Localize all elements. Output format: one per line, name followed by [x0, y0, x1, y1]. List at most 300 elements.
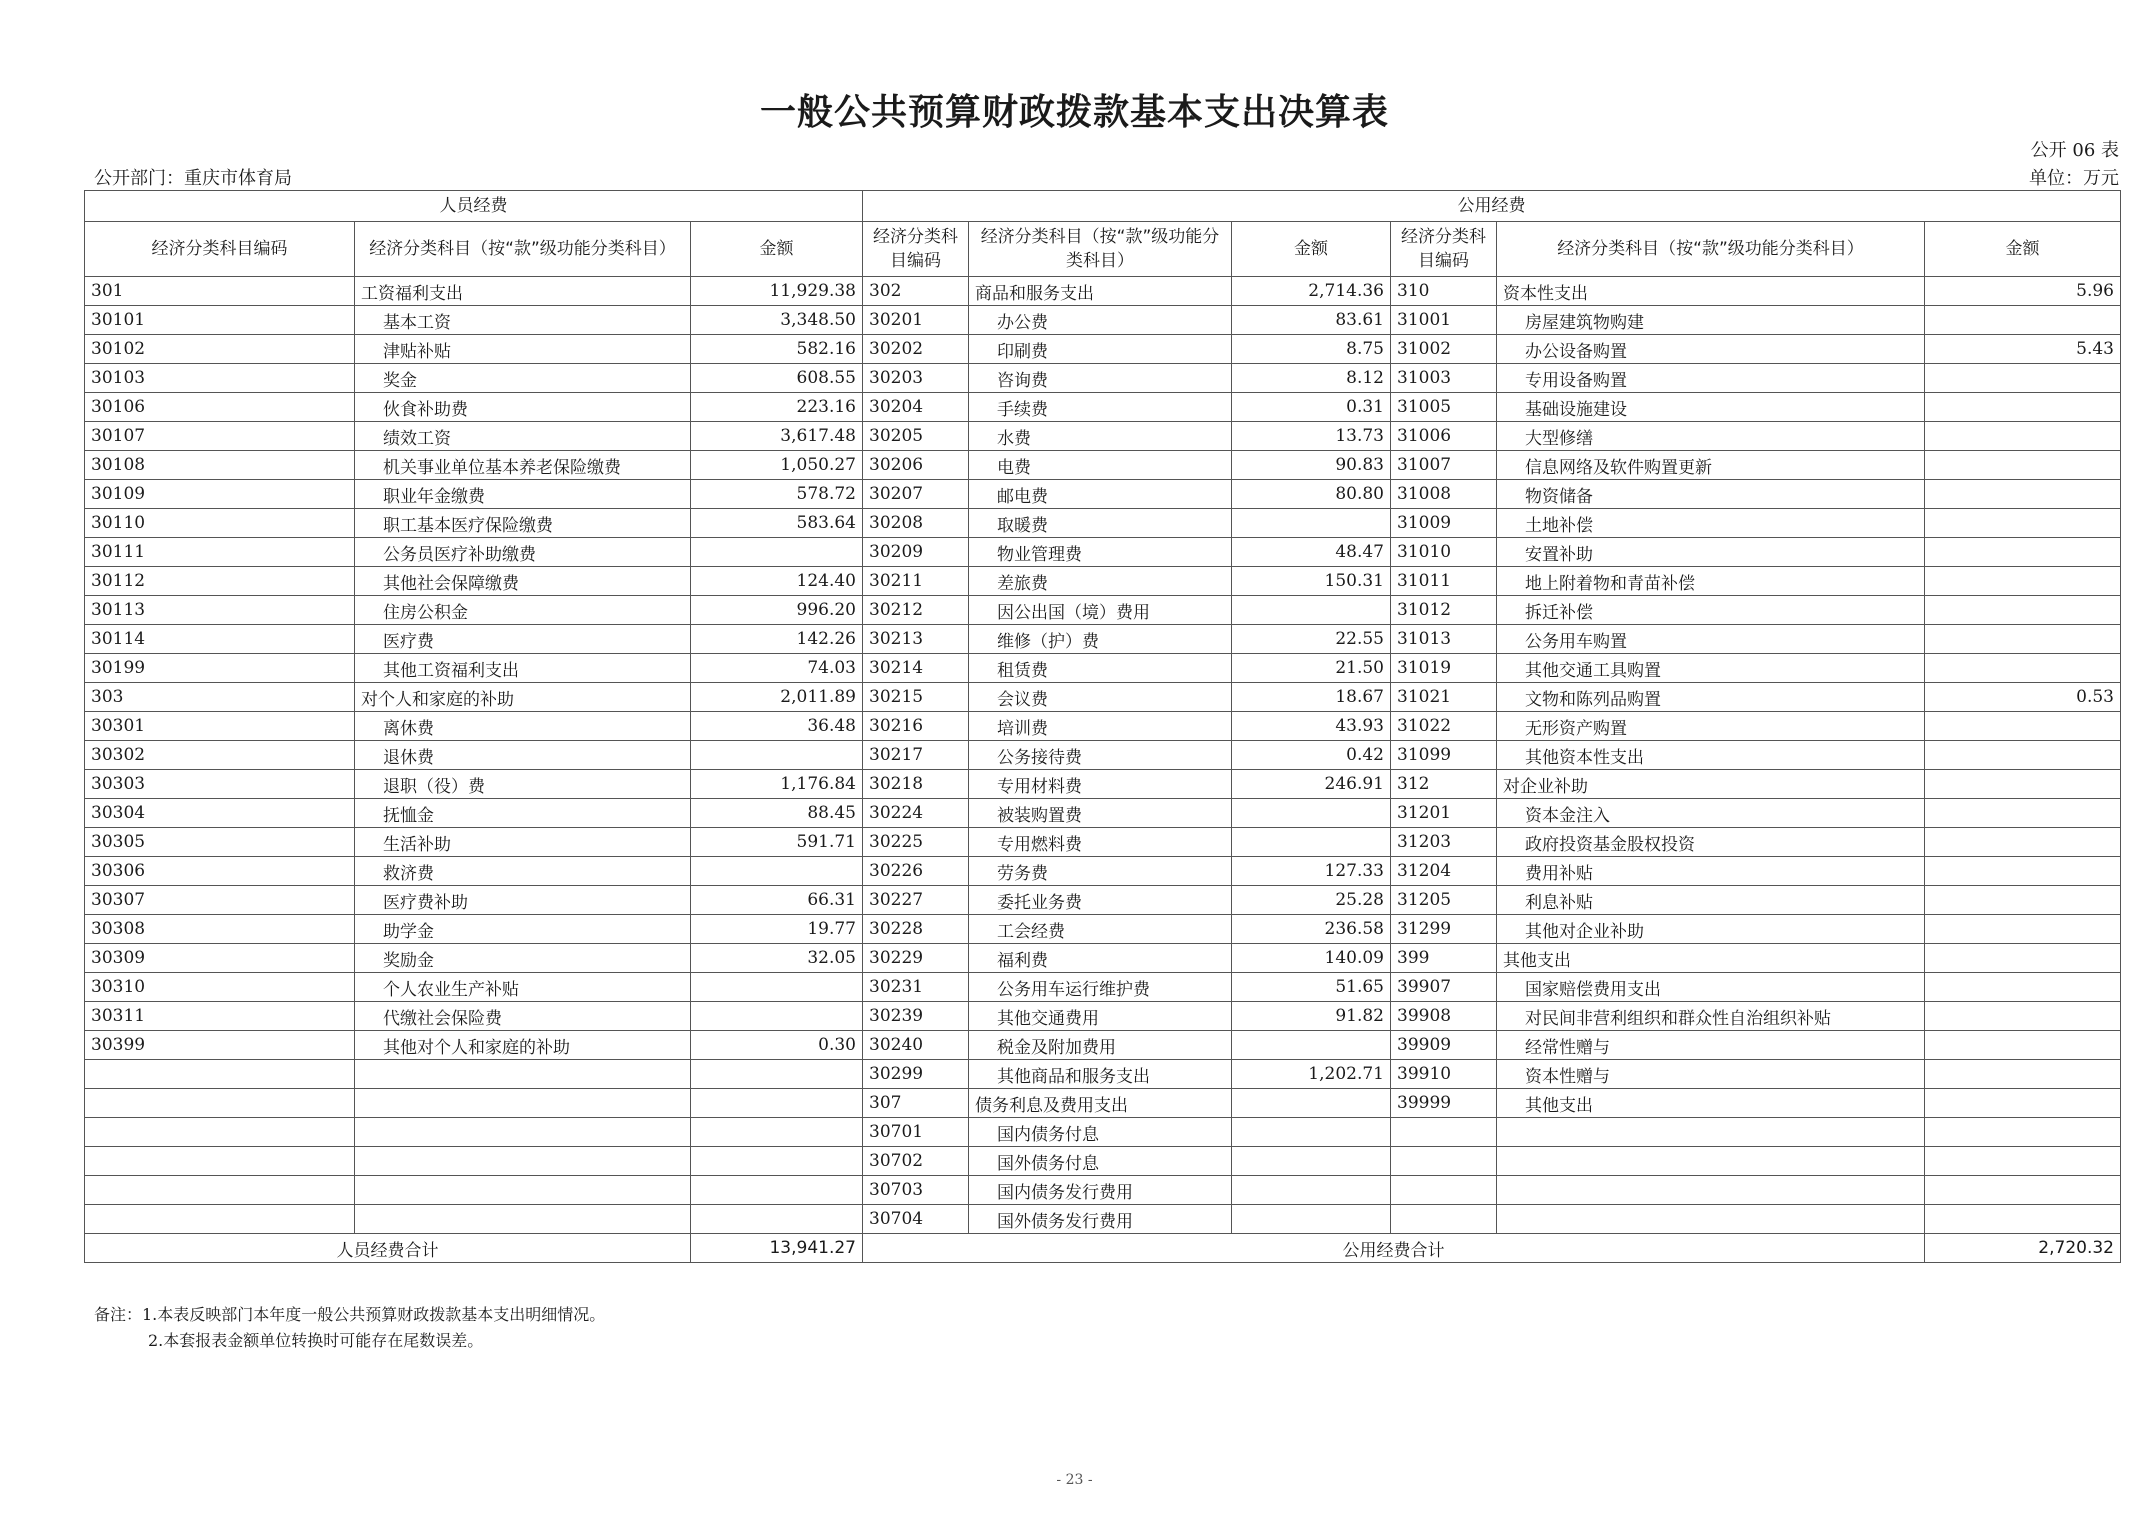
- g2-name-cell: 资本金注入: [1497, 799, 1925, 828]
- g1-code-cell: 30231: [863, 973, 969, 1002]
- table-body: [85, 277, 2121, 1234]
- g1-code-cell: 30240: [863, 1031, 969, 1060]
- p-amount-cell: [691, 1205, 863, 1234]
- g2-amount-cell: [1925, 1031, 2121, 1060]
- g1-code-cell: 30205: [863, 422, 969, 451]
- p-code-cell: 30302: [85, 741, 355, 770]
- p-amount-cell: 0.30: [691, 1031, 863, 1060]
- g2-name-cell: 经常性赠与: [1497, 1031, 1925, 1060]
- p-name-cell: 基本工资: [355, 306, 691, 335]
- table-row: [85, 451, 2121, 480]
- g1-name-cell: 手续费: [969, 393, 1232, 422]
- p-amount-cell: [691, 1060, 863, 1089]
- g1-name-cell: 税金及附加费用: [969, 1031, 1232, 1060]
- g2-amount-cell: [1925, 364, 2121, 393]
- g2-name-cell: 地上附着物和青苗补偿: [1497, 567, 1925, 596]
- p-code-cell: 30307: [85, 886, 355, 915]
- g2-amount-cell: [1925, 886, 2121, 915]
- g2-code-cell: 31002: [1391, 335, 1497, 364]
- g1-code-cell: 30701: [863, 1118, 969, 1147]
- g1-code-cell: 30201: [863, 306, 969, 335]
- p-name-cell: 抚恤金: [355, 799, 691, 828]
- p-name-cell: 机关事业单位基本养老保险缴费: [355, 451, 691, 480]
- g2-name-cell: [1497, 1147, 1925, 1176]
- g1-name-cell: 专用材料费: [969, 770, 1232, 799]
- g1-code-cell: 30202: [863, 335, 969, 364]
- g2-amount-cell: [1925, 306, 2121, 335]
- p-amount-cell: 591.71: [691, 828, 863, 857]
- g1-code-cell: 30212: [863, 596, 969, 625]
- table-row: [85, 509, 2121, 538]
- p-amount-cell: 11,929.38: [691, 277, 863, 306]
- g1-amount-cell: [1232, 596, 1391, 625]
- g1-code-cell: 30204: [863, 393, 969, 422]
- g2-amount-cell: [1925, 973, 2121, 1002]
- g1-amount-cell: [1232, 509, 1391, 538]
- g2-code-cell: 31008: [1391, 480, 1497, 509]
- g1-amount-cell: 48.47: [1232, 538, 1391, 567]
- p-amount-cell: 124.40: [691, 567, 863, 596]
- p-name-cell: 其他对个人和家庭的补助: [355, 1031, 691, 1060]
- col-header-g1-code: 经济分类科目编码: [863, 222, 969, 277]
- table-row: [85, 1002, 2121, 1031]
- table-row: [85, 596, 2121, 625]
- g1-name-cell: 其他交通费用: [969, 1002, 1232, 1031]
- public-total-label: 公用经费合计: [863, 1234, 1925, 1263]
- g2-name-cell: 大型修缮: [1497, 422, 1925, 451]
- g1-amount-cell: 127.33: [1232, 857, 1391, 886]
- g2-amount-cell: [1925, 596, 2121, 625]
- table-row: [85, 1060, 2121, 1089]
- g1-name-cell: 委托业务费: [969, 886, 1232, 915]
- g2-code-cell: 31011: [1391, 567, 1497, 596]
- department-label: 公开部门：重庆市体育局: [94, 168, 292, 189]
- p-name-cell: 津贴补贴: [355, 335, 691, 364]
- table-row: [85, 393, 2121, 422]
- table-row: [85, 944, 2121, 973]
- g2-amount-cell: [1925, 422, 2121, 451]
- table-row: [85, 422, 2121, 451]
- p-code-cell: 30301: [85, 712, 355, 741]
- g2-amount-cell: [1925, 509, 2121, 538]
- g2-amount-cell: [1925, 770, 2121, 799]
- g2-amount-cell: [1925, 712, 2121, 741]
- g2-name-cell: 公务用车购置: [1497, 625, 1925, 654]
- p-code-cell: 30199: [85, 654, 355, 683]
- p-code-cell: 30101: [85, 306, 355, 335]
- p-code-cell: 30110: [85, 509, 355, 538]
- g2-amount-cell: [1925, 1205, 2121, 1234]
- g2-code-cell: 31003: [1391, 364, 1497, 393]
- p-code-cell: 30399: [85, 1031, 355, 1060]
- g2-name-cell: 资本性支出: [1497, 277, 1925, 306]
- g1-code-cell: 30207: [863, 480, 969, 509]
- table-row: [85, 915, 2121, 944]
- g2-code-cell: [1391, 1118, 1497, 1147]
- g2-name-cell: 文物和陈列品购置: [1497, 683, 1925, 712]
- p-amount-cell: [691, 538, 863, 567]
- p-amount-cell: 3,617.48: [691, 422, 863, 451]
- g2-name-cell: [1497, 1118, 1925, 1147]
- public-total-amount: 2,720.32: [1925, 1234, 2121, 1263]
- g2-code-cell: [1391, 1176, 1497, 1205]
- g2-code-cell: 31006: [1391, 422, 1497, 451]
- p-code-cell: 30304: [85, 799, 355, 828]
- g2-name-cell: 国家赔偿费用支出: [1497, 973, 1925, 1002]
- p-name-cell: 奖励金: [355, 944, 691, 973]
- p-amount-cell: [691, 741, 863, 770]
- g2-name-cell: 资本性赠与: [1497, 1060, 1925, 1089]
- p-name-cell: 公务员医疗补助缴费: [355, 538, 691, 567]
- p-name-cell: 医疗费补助: [355, 886, 691, 915]
- g1-amount-cell: 90.83: [1232, 451, 1391, 480]
- g1-name-cell: 劳务费: [969, 857, 1232, 886]
- p-name-cell: 离休费: [355, 712, 691, 741]
- g1-code-cell: 30211: [863, 567, 969, 596]
- table-row: [85, 1205, 2121, 1234]
- p-code-cell: 30305: [85, 828, 355, 857]
- g1-code-cell: 30225: [863, 828, 969, 857]
- g1-amount-cell: 43.93: [1232, 712, 1391, 741]
- personnel-group-header: 人员经费: [85, 191, 863, 222]
- table-row: [85, 1089, 2121, 1118]
- g2-amount-cell: [1925, 654, 2121, 683]
- g2-code-cell: 310: [1391, 277, 1497, 306]
- g2-name-cell: 物资储备: [1497, 480, 1925, 509]
- g1-code-cell: 30227: [863, 886, 969, 915]
- g2-code-cell: 39909: [1391, 1031, 1497, 1060]
- p-name-cell: 奖金: [355, 364, 691, 393]
- g1-name-cell: 培训费: [969, 712, 1232, 741]
- g1-name-cell: 会议费: [969, 683, 1232, 712]
- p-code-cell: [85, 1060, 355, 1089]
- g1-amount-cell: 1,202.71: [1232, 1060, 1391, 1089]
- p-name-cell: [355, 1060, 691, 1089]
- g1-name-cell: 电费: [969, 451, 1232, 480]
- p-code-cell: [85, 1118, 355, 1147]
- g2-amount-cell: 5.96: [1925, 277, 2121, 306]
- table-row: [85, 712, 2121, 741]
- g2-name-cell: [1497, 1176, 1925, 1205]
- g1-amount-cell: 140.09: [1232, 944, 1391, 973]
- g1-code-cell: 30218: [863, 770, 969, 799]
- g1-amount-cell: 83.61: [1232, 306, 1391, 335]
- table-row: [85, 799, 2121, 828]
- g1-name-cell: 被装购置费: [969, 799, 1232, 828]
- p-name-cell: 工资福利支出: [355, 277, 691, 306]
- g2-amount-cell: [1925, 915, 2121, 944]
- p-amount-cell: 88.45: [691, 799, 863, 828]
- g1-amount-cell: 246.91: [1232, 770, 1391, 799]
- g2-name-cell: 房屋建筑物购建: [1497, 306, 1925, 335]
- p-name-cell: 对个人和家庭的补助: [355, 683, 691, 712]
- g2-code-cell: 39999: [1391, 1089, 1497, 1118]
- g1-name-cell: 差旅费: [969, 567, 1232, 596]
- g1-amount-cell: [1232, 1176, 1391, 1205]
- unit-label: 单位：万元: [2029, 168, 2119, 189]
- g1-amount-cell: 8.75: [1232, 335, 1391, 364]
- g1-amount-cell: [1232, 1031, 1391, 1060]
- col-header-g1-amount: 金额: [1232, 222, 1391, 277]
- g1-name-cell: 咨询费: [969, 364, 1232, 393]
- table-row: [85, 886, 2121, 915]
- g2-name-cell: 政府投资基金股权投资: [1497, 828, 1925, 857]
- g1-name-cell: 工会经费: [969, 915, 1232, 944]
- p-name-cell: 助学金: [355, 915, 691, 944]
- g1-code-cell: 30217: [863, 741, 969, 770]
- g2-code-cell: 399: [1391, 944, 1497, 973]
- g2-code-cell: 31019: [1391, 654, 1497, 683]
- p-amount-cell: 32.05: [691, 944, 863, 973]
- p-name-cell: 住房公积金: [355, 596, 691, 625]
- p-amount-cell: [691, 1147, 863, 1176]
- g2-amount-cell: [1925, 1118, 2121, 1147]
- g1-amount-cell: 22.55: [1232, 625, 1391, 654]
- g1-name-cell: 公务用车运行维护费: [969, 973, 1232, 1002]
- g1-name-cell: 国内债务付息: [969, 1118, 1232, 1147]
- g2-name-cell: 办公设备购置: [1497, 335, 1925, 364]
- p-code-cell: 30107: [85, 422, 355, 451]
- g1-name-cell: 国内债务发行费用: [969, 1176, 1232, 1205]
- table-row: [85, 741, 2121, 770]
- p-code-cell: 30109: [85, 480, 355, 509]
- p-name-cell: 医疗费: [355, 625, 691, 654]
- g1-name-cell: 国外债务发行费用: [969, 1205, 1232, 1234]
- p-code-cell: 30106: [85, 393, 355, 422]
- table-row: [85, 480, 2121, 509]
- p-amount-cell: 36.48: [691, 712, 863, 741]
- p-code-cell: 30309: [85, 944, 355, 973]
- p-name-cell: 代缴社会保险费: [355, 1002, 691, 1031]
- col-header-g2-amount: 金额: [1925, 222, 2121, 277]
- g1-amount-cell: [1232, 828, 1391, 857]
- g2-name-cell: 对企业补助: [1497, 770, 1925, 799]
- p-name-cell: [355, 1147, 691, 1176]
- g1-code-cell: 30703: [863, 1176, 969, 1205]
- p-code-cell: 30112: [85, 567, 355, 596]
- g2-name-cell: 其他交通工具购置: [1497, 654, 1925, 683]
- table-row: [85, 335, 2121, 364]
- table-row: [85, 306, 2121, 335]
- g2-code-cell: 31022: [1391, 712, 1497, 741]
- p-amount-cell: 74.03: [691, 654, 863, 683]
- g2-name-cell: 其他支出: [1497, 944, 1925, 973]
- g1-code-cell: 30206: [863, 451, 969, 480]
- g1-name-cell: 专用燃料费: [969, 828, 1232, 857]
- p-amount-cell: [691, 1118, 863, 1147]
- g2-code-cell: 31005: [1391, 393, 1497, 422]
- g1-name-cell: 办公费: [969, 306, 1232, 335]
- p-name-cell: 救济费: [355, 857, 691, 886]
- table-row: [85, 538, 2121, 567]
- g1-name-cell: 国外债务付息: [969, 1147, 1232, 1176]
- p-code-cell: 30310: [85, 973, 355, 1002]
- p-code-cell: 301: [85, 277, 355, 306]
- p-name-cell: 退职（役）费: [355, 770, 691, 799]
- g2-code-cell: 31001: [1391, 306, 1497, 335]
- p-amount-cell: [691, 1176, 863, 1205]
- g2-amount-cell: [1925, 741, 2121, 770]
- column-header-row: [85, 222, 2121, 277]
- g1-amount-cell: 51.65: [1232, 973, 1391, 1002]
- p-code-cell: 30114: [85, 625, 355, 654]
- g2-amount-cell: [1925, 451, 2121, 480]
- p-amount-cell: 996.20: [691, 596, 863, 625]
- g2-amount-cell: 5.43: [1925, 335, 2121, 364]
- g1-amount-cell: [1232, 1118, 1391, 1147]
- p-name-cell: 其他工资福利支出: [355, 654, 691, 683]
- g1-code-cell: 30229: [863, 944, 969, 973]
- g1-name-cell: 邮电费: [969, 480, 1232, 509]
- g1-code-cell: 30702: [863, 1147, 969, 1176]
- col-header-g1-name: 经济分类科目（按“款”级功能分类科目）: [969, 222, 1232, 277]
- g1-amount-cell: 25.28: [1232, 886, 1391, 915]
- note-line-1: 备注：1.本表反映部门本年度一般公共预算财政拨款基本支出明细情况。: [94, 1305, 606, 1324]
- p-name-cell: 职工基本医疗保险缴费: [355, 509, 691, 538]
- g1-amount-cell: [1232, 1205, 1391, 1234]
- g2-amount-cell: 0.53: [1925, 683, 2121, 712]
- p-name-cell: 个人农业生产补贴: [355, 973, 691, 1002]
- g1-amount-cell: 80.80: [1232, 480, 1391, 509]
- p-name-cell: [355, 1205, 691, 1234]
- p-amount-cell: 223.16: [691, 393, 863, 422]
- p-amount-cell: 582.16: [691, 335, 863, 364]
- g1-code-cell: 30214: [863, 654, 969, 683]
- g2-amount-cell: [1925, 393, 2121, 422]
- g1-code-cell: 30213: [863, 625, 969, 654]
- g1-code-cell: 307: [863, 1089, 969, 1118]
- g1-amount-cell: 0.42: [1232, 741, 1391, 770]
- public-group-header: 公用经费: [863, 191, 2121, 222]
- g2-name-cell: 其他对企业补助: [1497, 915, 1925, 944]
- p-code-cell: 30111: [85, 538, 355, 567]
- p-code-cell: 30113: [85, 596, 355, 625]
- p-amount-cell: 608.55: [691, 364, 863, 393]
- p-amount-cell: [691, 1002, 863, 1031]
- g1-amount-cell: 150.31: [1232, 567, 1391, 596]
- g1-name-cell: 水费: [969, 422, 1232, 451]
- g1-amount-cell: 236.58: [1232, 915, 1391, 944]
- p-amount-cell: 1,176.84: [691, 770, 863, 799]
- p-code-cell: 30308: [85, 915, 355, 944]
- g2-code-cell: 31007: [1391, 451, 1497, 480]
- group-header-row: [85, 191, 2121, 222]
- g1-amount-cell: [1232, 1089, 1391, 1118]
- g2-amount-cell: [1925, 1147, 2121, 1176]
- p-name-cell: 其他社会保障缴费: [355, 567, 691, 596]
- g2-code-cell: 31299: [1391, 915, 1497, 944]
- table-row: [85, 625, 2121, 654]
- g1-name-cell: 取暖费: [969, 509, 1232, 538]
- g1-code-cell: 30224: [863, 799, 969, 828]
- g1-code-cell: 30226: [863, 857, 969, 886]
- personnel-total-amount: 13,941.27: [691, 1234, 863, 1263]
- g2-name-cell: 无形资产购置: [1497, 712, 1925, 741]
- p-amount-cell: [691, 857, 863, 886]
- p-code-cell: [85, 1205, 355, 1234]
- note-line-2: 2.本套报表金额单位转换时可能存在尾数误差。: [148, 1331, 484, 1350]
- notes: [94, 1302, 605, 1354]
- g1-amount-cell: 2,714.36: [1232, 277, 1391, 306]
- p-name-cell: [355, 1118, 691, 1147]
- g1-code-cell: 30208: [863, 509, 969, 538]
- expenditure-table: [84, 190, 2121, 1263]
- g1-amount-cell: [1232, 799, 1391, 828]
- g1-amount-cell: 8.12: [1232, 364, 1391, 393]
- g2-name-cell: 对民间非营利组织和群众性自治组织补贴: [1497, 1002, 1925, 1031]
- table-row: [85, 683, 2121, 712]
- g2-name-cell: 基础设施建设: [1497, 393, 1925, 422]
- g2-code-cell: [1391, 1147, 1497, 1176]
- table-row: [85, 567, 2121, 596]
- p-code-cell: [85, 1176, 355, 1205]
- table-row: [85, 1147, 2121, 1176]
- g2-name-cell: 安置补助: [1497, 538, 1925, 567]
- g2-name-cell: 信息网络及软件购置更新: [1497, 451, 1925, 480]
- g2-code-cell: 31201: [1391, 799, 1497, 828]
- g2-name-cell: [1497, 1205, 1925, 1234]
- table-row: [85, 973, 2121, 1002]
- p-code-cell: 30306: [85, 857, 355, 886]
- g2-code-cell: 31010: [1391, 538, 1497, 567]
- p-amount-cell: 583.64: [691, 509, 863, 538]
- g2-amount-cell: [1925, 1002, 2121, 1031]
- g1-code-cell: 30209: [863, 538, 969, 567]
- g2-name-cell: 费用补贴: [1497, 857, 1925, 886]
- g2-code-cell: 31013: [1391, 625, 1497, 654]
- table-row: [85, 1031, 2121, 1060]
- g1-name-cell: 债务利息及费用支出: [969, 1089, 1232, 1118]
- g2-name-cell: 土地补偿: [1497, 509, 1925, 538]
- g1-name-cell: 商品和服务支出: [969, 277, 1232, 306]
- g2-code-cell: 39908: [1391, 1002, 1497, 1031]
- p-code-cell: [85, 1089, 355, 1118]
- p-amount-cell: 2,011.89: [691, 683, 863, 712]
- table-row: [85, 770, 2121, 799]
- p-name-cell: 职业年金缴费: [355, 480, 691, 509]
- p-amount-cell: 578.72: [691, 480, 863, 509]
- g1-name-cell: 其他商品和服务支出: [969, 1060, 1232, 1089]
- table-row: [85, 1176, 2121, 1205]
- p-amount-cell: 19.77: [691, 915, 863, 944]
- g2-name-cell: 拆迁补偿: [1497, 596, 1925, 625]
- g2-amount-cell: [1925, 1089, 2121, 1118]
- p-amount-cell: 3,348.50: [691, 306, 863, 335]
- p-code-cell: 30311: [85, 1002, 355, 1031]
- g2-code-cell: 31021: [1391, 683, 1497, 712]
- col-header-g2-name: 经济分类科目（按“款”级功能分类科目）: [1497, 222, 1925, 277]
- p-amount-cell: [691, 973, 863, 1002]
- g2-amount-cell: [1925, 828, 2121, 857]
- p-code-cell: 30108: [85, 451, 355, 480]
- g2-code-cell: 31204: [1391, 857, 1497, 886]
- g1-name-cell: 印刷费: [969, 335, 1232, 364]
- g2-amount-cell: [1925, 480, 2121, 509]
- g2-code-cell: 312: [1391, 770, 1497, 799]
- g1-amount-cell: 18.67: [1232, 683, 1391, 712]
- g2-amount-cell: [1925, 857, 2121, 886]
- g2-code-cell: 31205: [1391, 886, 1497, 915]
- g2-name-cell: 其他资本性支出: [1497, 741, 1925, 770]
- col-header-p-amount: 金额: [691, 222, 863, 277]
- g2-amount-cell: [1925, 625, 2121, 654]
- g2-name-cell: 其他支出: [1497, 1089, 1925, 1118]
- table-number: 公开 06 表: [2030, 140, 2119, 161]
- g2-code-cell: 39910: [1391, 1060, 1497, 1089]
- g1-code-cell: 30299: [863, 1060, 969, 1089]
- g2-amount-cell: [1925, 1176, 2121, 1205]
- g2-code-cell: [1391, 1205, 1497, 1234]
